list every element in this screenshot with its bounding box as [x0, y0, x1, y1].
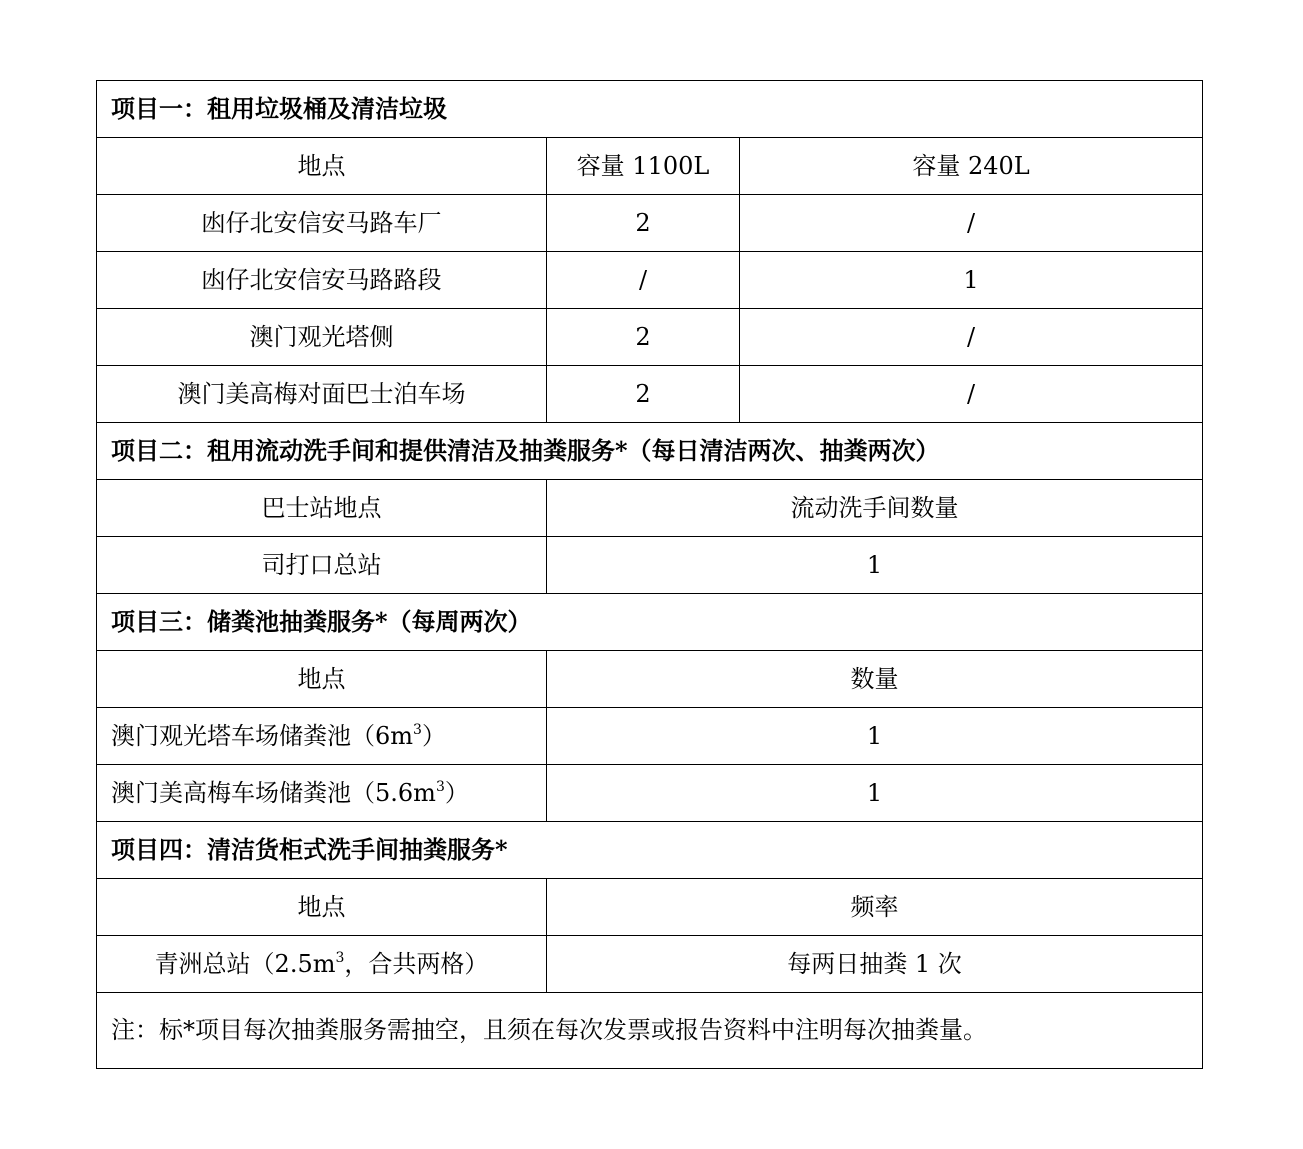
table-row — [97, 366, 1203, 423]
section-title: 项目四：清洁货柜式洗手间抽粪服务* — [97, 822, 1203, 879]
section-3-header-row — [97, 651, 1203, 708]
quantity-cell: 1 — [547, 537, 1203, 594]
table-row — [97, 195, 1203, 252]
location-cell: 司打口总站 — [97, 537, 547, 594]
location-cell — [97, 708, 547, 765]
table-row — [97, 537, 1203, 594]
section-title: 项目一：租用垃圾桶及清洁垃圾 — [97, 81, 1203, 138]
column-header: 地点 — [97, 138, 547, 195]
section-1-title-row — [97, 81, 1203, 138]
services-table — [96, 80, 1203, 1069]
section-4-title-row — [97, 822, 1203, 879]
location-cell: 澳门观光塔侧 — [97, 309, 547, 366]
quantity-cell: 2 — [547, 309, 740, 366]
superscript: 3 — [435, 778, 445, 795]
column-header: 容量 240L — [740, 138, 1203, 195]
note-text: 注：标*项目每次抽粪服务需抽空，且须在每次发票或报告资料中注明每次抽粪量。 — [97, 993, 1203, 1069]
section-1-header-row — [97, 138, 1203, 195]
quantity-cell: / — [740, 309, 1203, 366]
column-header: 流动洗手间数量 — [547, 480, 1203, 537]
quantity-cell: / — [740, 366, 1203, 423]
quantity-cell: 1 — [740, 252, 1203, 309]
quantity-cell: 2 — [547, 195, 740, 252]
table-row — [97, 309, 1203, 366]
table-row — [97, 936, 1203, 993]
location-cell — [97, 936, 547, 993]
column-header: 数量 — [547, 651, 1203, 708]
location-text: 澳门美高梅车场储粪池（5.6m — [111, 778, 436, 807]
quantity-cell: / — [740, 195, 1203, 252]
location-text-end: ，合共两格） — [344, 949, 489, 978]
frequency-cell: 每两日抽粪 1 次 — [547, 936, 1203, 993]
quantity-cell: / — [547, 252, 740, 309]
table-row — [97, 252, 1203, 309]
section-title: 项目三：储粪池抽粪服务*（每周两次） — [97, 594, 1203, 651]
section-3-title-row — [97, 594, 1203, 651]
location-text: 澳门观光塔车场储粪池（6m — [111, 721, 414, 750]
table-row — [97, 765, 1203, 822]
location-cell: 凼仔北安信安马路车厂 — [97, 195, 547, 252]
location-cell: 澳门美高梅对面巴士泊车场 — [97, 366, 547, 423]
quantity-cell: 2 — [547, 366, 740, 423]
quantity-cell: 1 — [547, 708, 1203, 765]
location-text: 青洲总站（2.5m — [154, 949, 336, 978]
section-4-header-row — [97, 879, 1203, 936]
quantity-cell: 1 — [547, 765, 1203, 822]
column-header: 容量 1100L — [547, 138, 740, 195]
location-text-end: ） — [421, 721, 446, 750]
section-2-title-row — [97, 423, 1203, 480]
location-cell — [97, 765, 547, 822]
superscript: 3 — [335, 949, 345, 966]
column-header: 地点 — [97, 651, 547, 708]
section-title: 项目二：租用流动洗手间和提供清洁及抽粪服务*（每日清洁两次、抽粪两次） — [97, 423, 1203, 480]
note-row — [97, 993, 1203, 1069]
superscript: 3 — [413, 721, 422, 738]
table-row — [97, 708, 1203, 765]
column-header: 地点 — [97, 879, 547, 936]
column-header: 频率 — [547, 879, 1203, 936]
column-header: 巴士站地点 — [97, 480, 547, 537]
location-cell: 凼仔北安信安马路路段 — [97, 252, 547, 309]
location-text-end: ） — [444, 778, 469, 807]
section-2-header-row — [97, 480, 1203, 537]
